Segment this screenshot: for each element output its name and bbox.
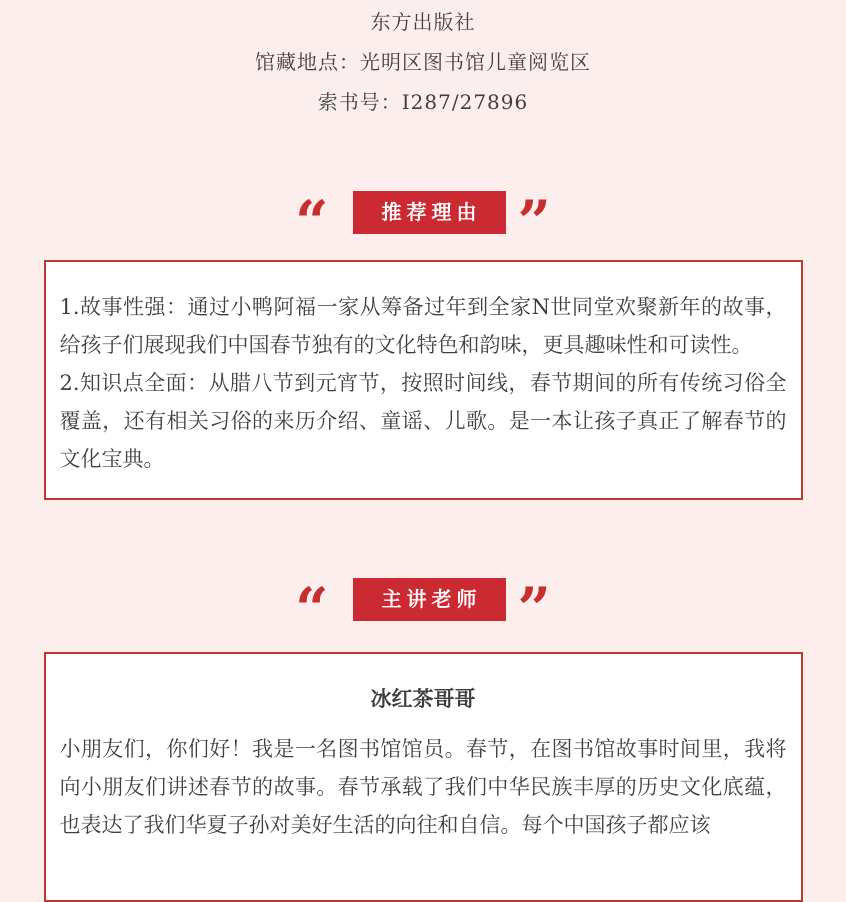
section-header-recommend — [0, 187, 846, 256]
recommend-paragraph-2: 2.知识点全面：从腊八节到元宵节，按照时间线，春节期间的所有传统习俗全覆盖，还有相关习俗的来历介绍、童谣、儿歌。是一本让孩子真正了解春节的文化宝典。 — [59, 371, 787, 471]
recommend-paragraph-1: 1.故事性强：通过小鸭阿福一家从筹备过年到全家N世同堂欢聚新年的故事，给孩子们展现我们中国春节独有的文化特色和韵味，更具趣味性和可读性。 — [59, 295, 787, 357]
close-quote-icon: ” — [517, 187, 551, 256]
section-header-teacher — [0, 574, 846, 643]
teacher-intro-box — [44, 652, 803, 902]
teacher-badge: 主讲老师 — [353, 578, 506, 621]
call-number-line: 索书号：I287/27896 — [317, 90, 529, 114]
publisher-line: 东方出版社 — [370, 10, 476, 34]
book-meta-block — [0, 0, 846, 122]
open-quote-icon: “ — [295, 187, 329, 256]
recommend-badge: 推荐理由 — [353, 191, 506, 234]
close-quote-icon: ” — [517, 574, 551, 643]
open-quote-icon: “ — [295, 574, 329, 643]
teacher-intro-paragraph: 小朋友们，你们好！我是一名图书馆馆员。春节，在图书馆故事时间里，我将向小朋友们讲述春节的故事。春节承载了我们中华民族丰厚的历史文化底蕴，也表达了我们华夏子孙对美好生活的向往和自信。每个中国孩子都应该 — [59, 737, 787, 837]
teacher-name: 冰红茶哥哥 — [370, 687, 476, 711]
recommend-reasons-box — [44, 260, 803, 500]
library-location-line: 馆藏地点：光明区图书馆儿童阅览区 — [255, 50, 591, 74]
